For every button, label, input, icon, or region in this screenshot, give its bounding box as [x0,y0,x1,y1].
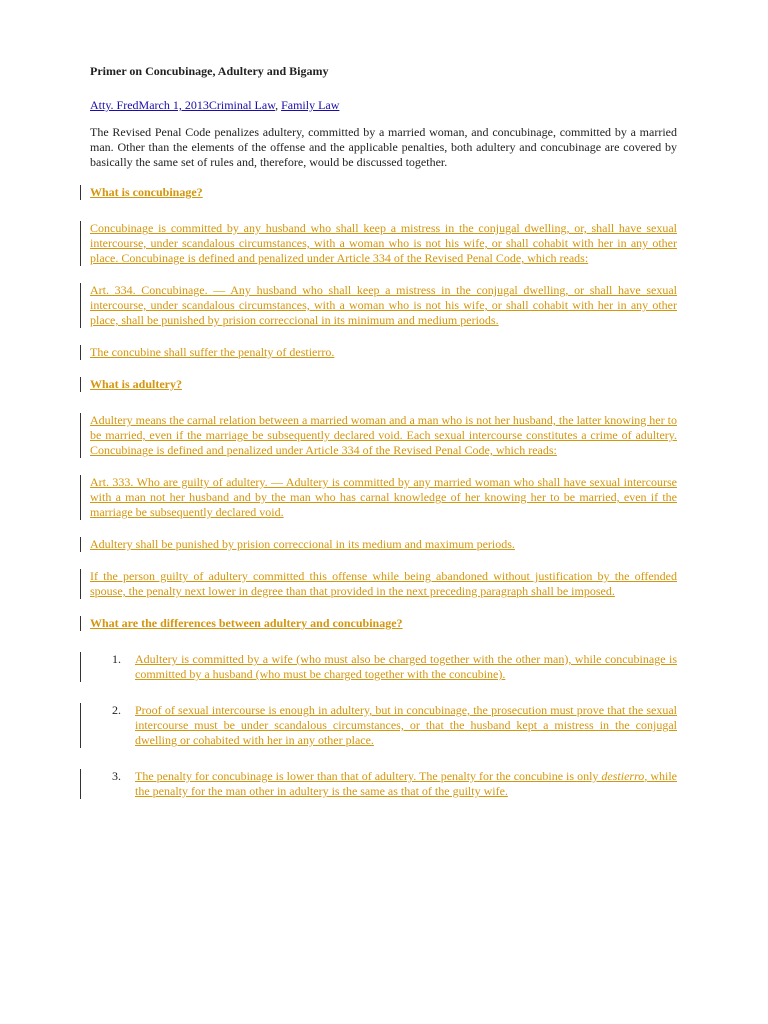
article-meta [90,98,677,113]
list-item-text-start: The penalty for concubinage is lower than that of adultery. The penalty for the concubine is only [135,769,602,783]
meta-category-family-law-link[interactable]: Family Law [281,98,340,112]
question-what-is-concubinage: What is concubinage? [90,185,677,200]
article-body [90,64,677,820]
list-item-text [135,769,677,799]
article-334-text: Art. 334. Concubinage. — Any husband who shall keep a mistress in the conjugal dwelling, or shall have sexual intercourse, under scandalous circumstances, with a woman who is not his wife, or shall cohabit with her in any other place, shall be punished by prision correccional in its minimum and medium periods. [90,283,677,327]
list-item [90,769,677,799]
adultery-penalty: Adultery shall be punished by prision correccional in its medium and maximum periods. [90,537,677,552]
list-item [90,703,677,748]
list-item-text-end: , while the penalty for the man other in adultery is the same as that of the guilty wife. [135,769,677,798]
concubine-penalty: The concubine shall suffer the penalty of destierro. [90,345,677,360]
question-differences: What are the differences between adultery and concubinage? [90,616,677,631]
article-title: Primer on Concubinage, Adultery and Bigamy [90,64,329,78]
differences-list [90,652,677,799]
list-item-text: Adultery is committed by a wife (who must also be charged together with the other man), while concubinage is committed by a husband (who must be charged together with the concubine). [135,652,677,681]
adultery-abandonment-clause: If the person guilty of adultery committed this offense while being abandoned without justification by the offended spouse, the penalty next lower in degree than that provided in the next preceding paragraph shall be imposed. [90,569,677,598]
meta-separator: , [275,98,282,112]
list-item-number: 2. [112,703,121,717]
list-item-text: Proof of sexual intercourse is enough in adultery, but in concubinage, the prosecution must prove that the sexual intercourse must be under scandalous circumstances, or that the husband kept a mistress in the conjugal dwelling or cohabited with her in any other place. [135,703,677,747]
intro-paragraph: The Revised Penal Code penalizes adultery, committed by a married woman, and concubinage, committed by a married man. Other than the elements of the offense and the applicable penalties, both adultery and concubinage are covered by basically the same set of rules and, therefore, would be discussed together. [90,125,677,169]
article-333-text: Art. 333. Who are guilty of adultery. — Adultery is committed by any married woman who shall have sexual intercourse with a man not her husband and by the man who has carnal knowledge of her knowing her to be married, even if the marriage be subsequently declared void. [90,475,677,519]
adultery-definition: Adultery means the carnal relation between a married woman and a man who is not her husband, the latter knowing her to be married, even if the marriage be subsequently declared void. Each sexual intercourse constitutes a crime of adultery. Concubinage is defined and penalized under Article 334 of the Revised Penal Code, which reads: [90,413,677,457]
concubinage-definition: Concubinage is committed by any husband who shall keep a mistress in the conjugal dwelling, or, shall have sexual intercourse, under scandalous circumstances, with a woman who is not his wife, or shall cohabit with her in any other place. Concubinage is defined and penalized under Article 334 of the Revised Penal Code, which reads: [90,221,677,265]
list-item-number: 1. [112,652,121,666]
destierro-emphasis: destierro [601,769,645,783]
list-item [90,652,677,682]
meta-author-date-category-link[interactable]: Atty. FredMarch 1, 2013Criminal Law [90,98,276,112]
question-what-is-adultery: What is adultery? [90,377,677,392]
list-item-number: 3. [112,769,121,783]
